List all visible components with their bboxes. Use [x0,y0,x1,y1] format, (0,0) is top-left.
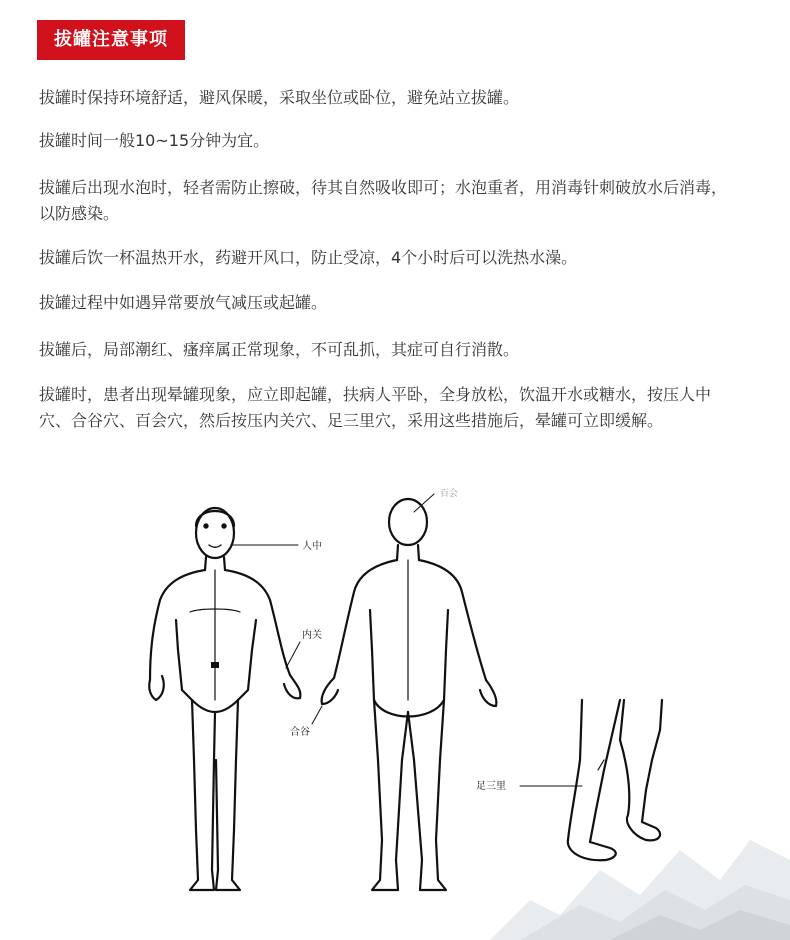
paragraph-redness: 拔罐后，局部潮红、瘙痒属正常现象，不可乱抓，其症可自行消散。 [39,340,520,359]
paragraph-blisters: 拔罐后出现水泡时，轻者需防止擦破，待其自然吸收即可；水泡重者，用消毒针刺破放水后消毒，以防感染。 [39,178,728,223]
neiguan-label: 内关 [302,630,322,641]
hegu-label: 合谷 [290,727,310,738]
zusanli-label: 足三里 [476,781,506,792]
paragraph-abnormal: 拔罐过程中如遇异常要放气减压或起罐。 [39,293,328,312]
baihui-label: 百会 [440,489,459,499]
paragraph-warm-water: 拔罐后饮一杯温热开水，药避开风口，防止受凉，4个小时后可以洗热水澡。 [39,248,578,267]
section-title: 拔罐注意事项 [37,20,185,60]
paragraph-duration: 拔罐时间一般10~15分钟为宜。 [39,131,270,150]
acupoint-body-diagram [0,470,790,940]
back-body-figure [322,499,497,890]
paragraph-fainting: 拔罐时，患者出现晕罐现象，应立即起罐，扶病人平卧，全身放松，饮温开水或糖水，按压人中穴、合谷穴、百会穴，然后按压内关穴、足三里穴，采用这些措施后，晕罐可立即缓解。 [39,385,712,430]
front-body-figure [149,508,300,890]
leg-figure [568,700,662,860]
paragraph-environment: 拔罐时保持环境舒适，避风保暖，采取坐位或卧位，避免站立拔罐。 [39,88,520,107]
renzhong-label: 人中 [302,541,322,552]
